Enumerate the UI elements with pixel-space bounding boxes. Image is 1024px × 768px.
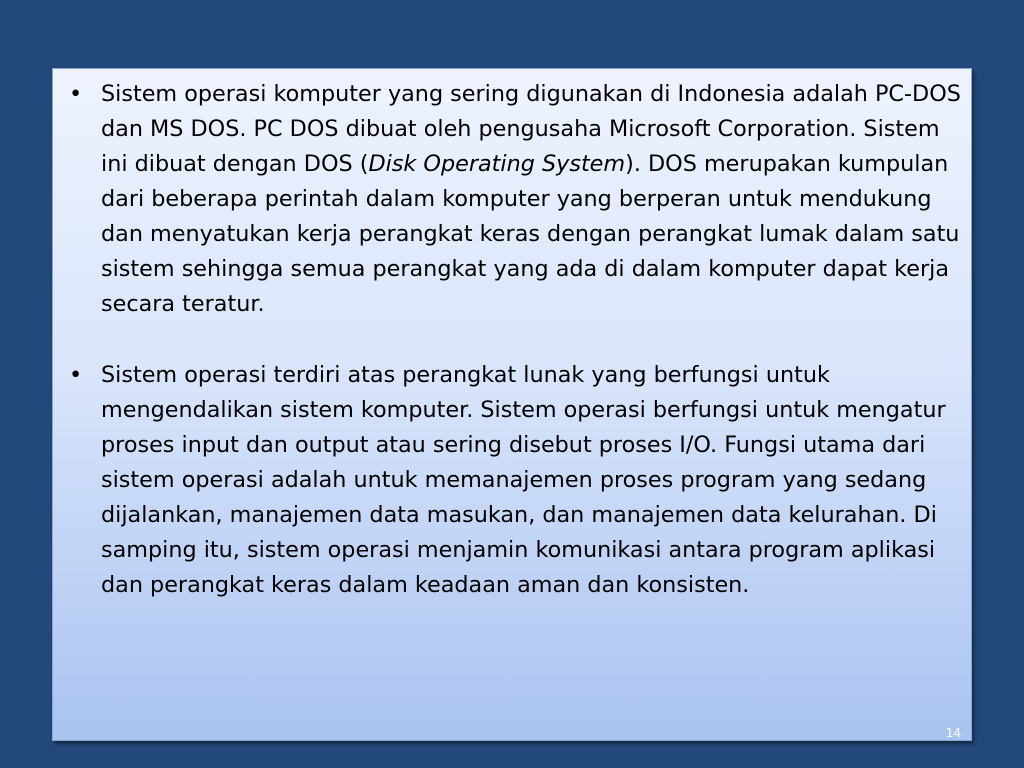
bullet-1-text-part1: Sistem operasi komputer yang sering digunakan di Indonesia adalah PC-DOS dan MS DOS. PC DOS dibuat oleh pengusaha Microsoft Corporation. Sistem ini dibuat dengan DOS ( bbox=[101, 81, 961, 177]
bullet-text-2: Sistem operasi terdiri atas perangkat lunak yang berfungsi untuk mengendalikan sistem komputer. Sistem operasi berfungsi untuk mengatur proses input dan output atau sering disebut proses I/O. Fungsi utama dari sistem operasi adalah untuk memanajemen proses program yang sedang dijalankan, manajemen data masukan, dan manajemen data kelurahan. Di samping itu, sistem operasi menjamin komunikasi antara program aplikasi dan perangkat keras dalam keadaan aman dan konsisten. bbox=[101, 362, 946, 598]
bullet-dot-icon: • bbox=[69, 362, 83, 388]
bullet-item-1 bbox=[69, 77, 969, 322]
bullet-text-1 bbox=[101, 77, 969, 322]
bullet-item-2 bbox=[69, 358, 969, 603]
bullet-list bbox=[69, 77, 969, 639]
bullet-1-text-part2: ). DOS merupakan kumpulan dari beberapa perintah dalam komputer yang berperan untuk mendukung dan menyatukan kerja perangkat keras dengan perangkat lumak dalam satu sistem sehingga semua perangkat yang ada di dalam komputer dapat kerja secara teratur. bbox=[101, 151, 960, 317]
bullet-1-text-italic: Disk Operating System bbox=[368, 151, 626, 177]
bullet-dot-icon: • bbox=[69, 81, 83, 107]
page-number: 14 bbox=[945, 726, 961, 740]
slide-content-panel bbox=[52, 68, 972, 741]
